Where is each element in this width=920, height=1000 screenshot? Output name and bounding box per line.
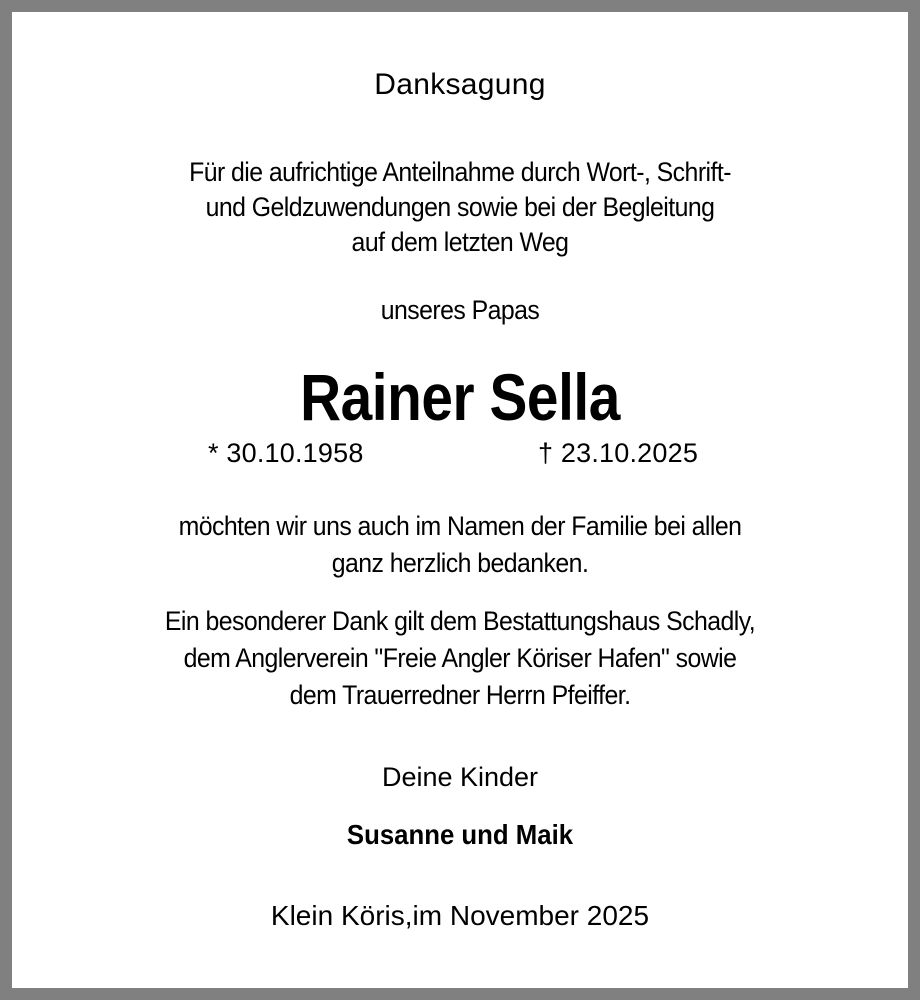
signoff-text: Deine Kinder — [381, 762, 539, 792]
special-thanks-line-2: dem Anglerverein "Freie Angler Köriser Hafen" sowie — [183, 643, 737, 673]
notice-heading: Danksagung — [374, 68, 546, 101]
obituary-notice — [12, 12, 908, 988]
thanks-line-2: ganz herzlich bedanken. — [331, 548, 589, 578]
intro-line-1: Für die aufrichtige Anteilnahme durch Wort-, Schrift- — [189, 157, 731, 187]
special-thanks-line-1: Ein besonderer Dank gilt dem Bestattungshaus Schadly, — [164, 606, 756, 636]
intro-line-2: und Geldzuwendungen sowie bei der Begleitung — [205, 192, 715, 222]
birth-date: * 30.10.1958 — [208, 438, 364, 468]
intro-line-3: auf dem letzten Weg — [351, 227, 569, 257]
relation-text: unseres Papas — [380, 295, 540, 325]
death-date: † 23.10.2025 — [538, 438, 699, 468]
thanks-line-1: möchten wir uns auch im Namen der Familie bei allen — [178, 511, 742, 541]
place-and-date: Klein Köris,im November 2025 — [270, 900, 650, 931]
special-thanks-line-3: dem Trauerredner Herrn Pfeiffer. — [289, 680, 631, 710]
signers-names: Susanne und Maik — [346, 819, 574, 850]
deceased-name: Rainer Sella — [300, 360, 620, 434]
